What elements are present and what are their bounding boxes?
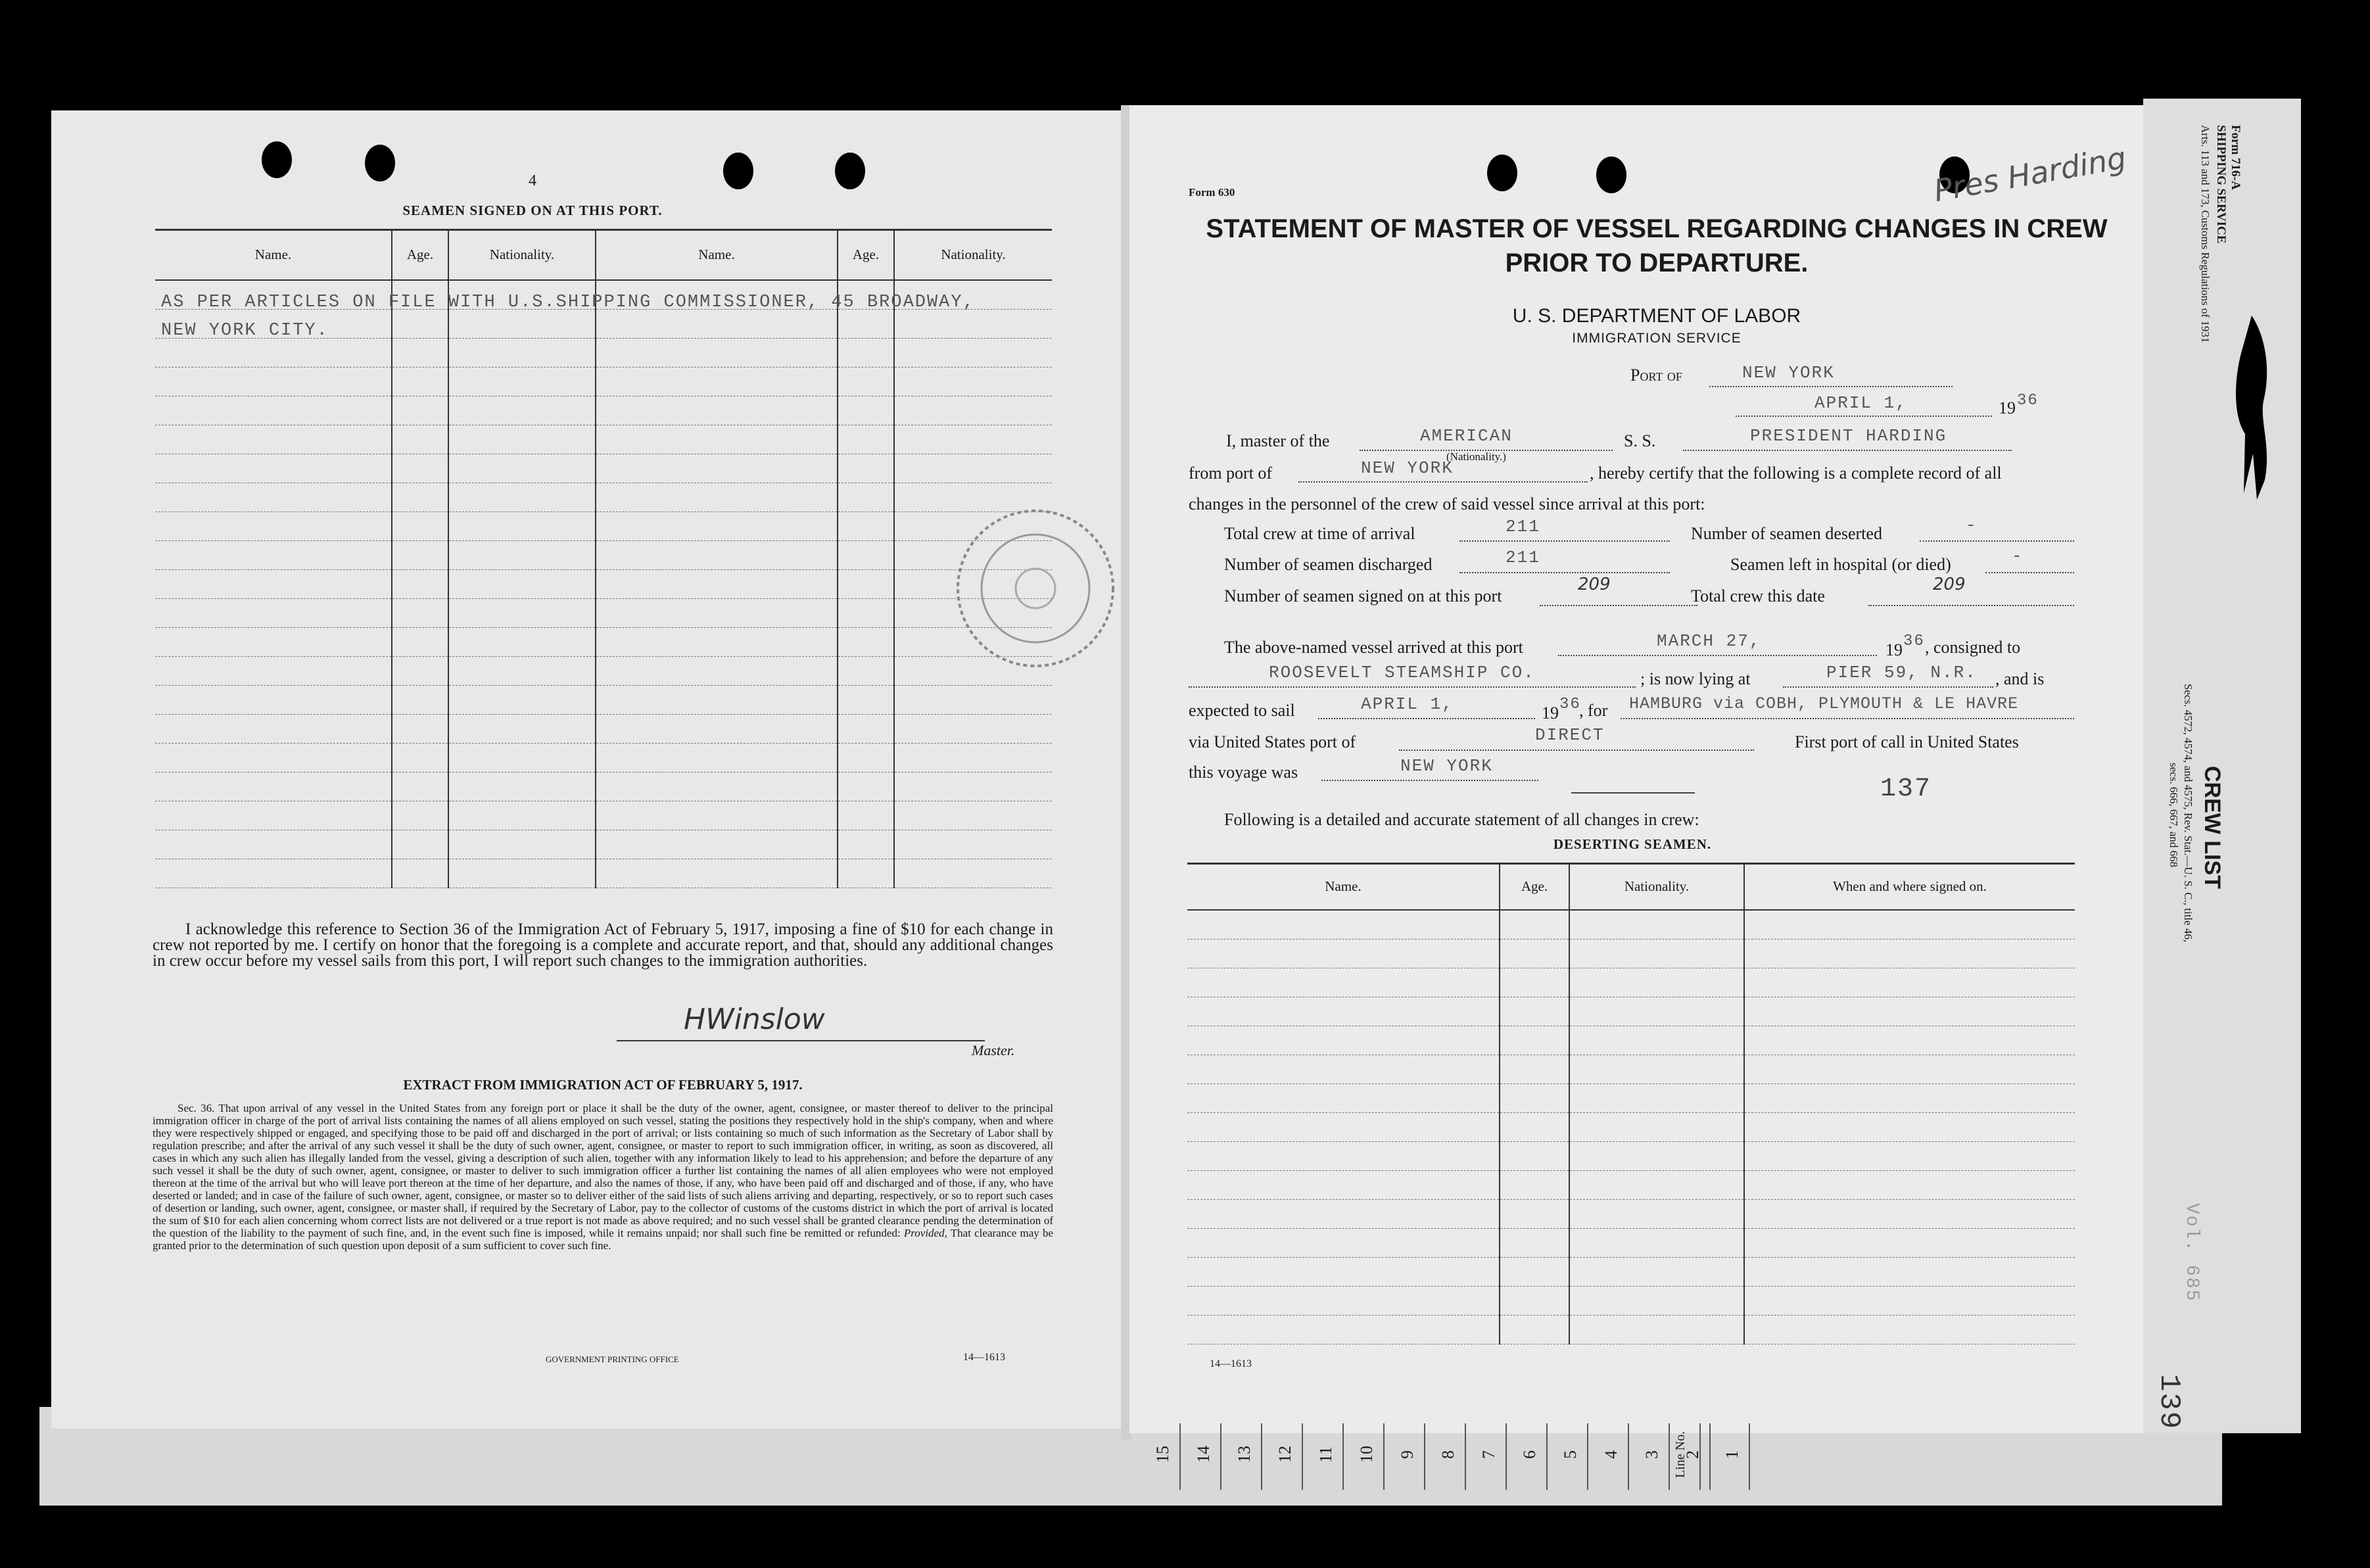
typed-entry-line2: NEW YORK CITY. (161, 321, 329, 341)
via-label: via United States port of (1189, 732, 1356, 751)
following-text: Following is a detailed and accurate statement of all changes in crew: (1224, 810, 1699, 829)
line-number: 7 (1479, 1423, 1507, 1490)
deserting-title: DESERTING SEAMEN. (1553, 836, 1712, 852)
deserted-line (1920, 519, 2074, 542)
table-row (155, 743, 1052, 772)
ink-blot (2225, 309, 2278, 506)
hospital-value: - (2012, 546, 2024, 566)
crew-list-title: CREW LIST (2200, 766, 2225, 889)
line-number: 4 (1601, 1423, 1629, 1490)
table-row (155, 367, 1052, 396)
acknowledgement-text: I acknowledge this reference to Section 36 of the Immigration Act of February 5, 1917, imposing a fine of $10 for each change in crew not reported by me. I certify on honor that the foregoing is a complete and accurate report, and that, should any additional changes in crew occur before my vessel sails from this port, I will report such changes to the immigration authorities. (153, 920, 1053, 970)
table-row (155, 338, 1052, 367)
discharged-label: Number of seamen discharged (1224, 555, 1433, 574)
table-row (1187, 1199, 2075, 1228)
column-header: Name. (596, 230, 838, 280)
port-of-value: NEW YORK (1742, 363, 1835, 383)
date-value: APRIL 1, (1814, 393, 1907, 413)
table-row (1187, 1286, 2075, 1315)
table-body (1187, 910, 2075, 1344)
table-row (155, 656, 1052, 685)
table-row (155, 830, 1052, 859)
deserting-seamen-table (1187, 863, 2075, 1344)
arrived-label: The above-named vessel arrived at this port (1224, 638, 1523, 657)
handwritten-ship-note: Pres Harding (1931, 139, 2129, 209)
line-no-label: Line No. (1673, 1423, 1701, 1490)
table-row (1187, 997, 2075, 1026)
total-crew-arrival-label: Total crew at time of arrival (1224, 524, 1415, 543)
signature-line (617, 1040, 985, 1041)
lying-label: ; is now lying at (1640, 669, 1751, 688)
line-number: 12 (1275, 1423, 1303, 1490)
ship-value: PRESIDENT HARDING (1750, 426, 1947, 446)
table-row (1187, 1141, 2075, 1170)
for-label: , for (1579, 701, 1608, 720)
side-form-line1: Form 716-A (2229, 125, 2242, 190)
table-row (1187, 910, 2075, 939)
signed-on-value: 209 (1578, 575, 1611, 594)
sail-value: APRIL 1, (1361, 694, 1454, 714)
stamp-number: 137 (1880, 774, 1932, 804)
line-number: 10 (1357, 1423, 1385, 1490)
deserted-value: - (1966, 515, 1978, 535)
table-row (1187, 1112, 2075, 1141)
table-row (155, 425, 1052, 454)
column-header: Name. (155, 230, 392, 280)
column-header: Age. (1500, 864, 1569, 910)
table-row (1187, 1083, 2075, 1112)
port-of-label: Port of (1630, 366, 1682, 385)
consigned-label: , consigned to (1925, 638, 2021, 657)
extract-text: Sec. 36. That upon arrival of any vessel in the United States from any foreign port or place it shall be the duty of the owner, agent, consignee, or master thereof to deliver to the principal immigration officer in charge of the port of arrival lists containing the names of all aliens employed on such vessel, stating the positions they respectively hold in the ship's company, when and where they were respectively shipped or engaged, and specifying those to be paid off and discharged in the port of arrival; or lists containing so much of such information as the Secretary of Labor shall by regulation prescribe; and after the arrival of any such vessel it shall be the duty of such owner, agent, consignee, or master to report to such immigration officer, in writing, as soon as discovered, all cases in which any such alien has illegally landed from the vessel, giving a description of such alien, together with any information likely to lead to his apprehension; and before the departure of any such vessel it shall be the duty of such owner, agent, consignee, or master to deliver to such immigration officer a further list containing the names of all alien employees who were not employed thereon at the time of the arrival but who will leave port thereon at the time of her departure, and also the names of those, if any, who have been paid off and discharged and of those, if any, who have deserted or landed; and in case of the failure of such owner, agent, consignee, or master so to deliver either of the said lists of such aliens arriving and departing, respectively, or so to report such cases of desertion or landing, such owner, agent, consignee, or master shall, if required by the Secretary of Labor, pay to the collector of customs of the customs district in which the port of arrival is located the sum of $10 for each alien concerning whom correct lists are not delivered or a true report is not made as above required; and no such vessel shall be granted clearance pending the determination of the question of the liability to the payment of such fine, and, in the event such fine is imposed, while it remains unpaid; nor shall such fine be remitted or refunded: Provided, That clearance may be granted prior to the determination of such question upon deposit of a sum sufficient to cover such fine. (153, 1102, 1054, 1252)
table-row (1187, 1315, 2075, 1344)
page-stamp-number: 139 (2152, 1374, 2185, 1431)
table-row (1187, 968, 2075, 997)
extract-title: EXTRACT FROM IMMIGRATION ACT OF FEBRUARY 5, 1917. (403, 1077, 803, 1093)
line-number: 13 (1235, 1423, 1262, 1490)
table-row (155, 454, 1052, 483)
voyage-value: NEW YORK (1400, 756, 1493, 776)
line-number: 11 (1316, 1423, 1344, 1490)
arrived-year-suffix: 36 (1903, 632, 1925, 650)
total-date-line (1868, 582, 2074, 606)
arrived-year-prefix: 19 (1885, 640, 1903, 659)
punch-hole (1487, 154, 1517, 191)
table-row (155, 511, 1052, 540)
column-header: Age. (392, 230, 448, 280)
from-port-value: NEW YORK (1361, 458, 1454, 478)
table-row (155, 483, 1052, 511)
ss-label: S. S. (1624, 431, 1656, 450)
form-code-right: 14—1613 (1210, 1358, 1252, 1369)
title-line: PRIOR TO DEPARTURE. (1505, 249, 1809, 277)
column-header: Age. (838, 230, 894, 280)
consignee-value: ROOSEVELT STEAMSHIP CO. (1269, 663, 1535, 682)
lying-value: PIER 59, N.R. (1826, 663, 1977, 682)
expected-label: expected to sail (1189, 701, 1295, 720)
volume-label: Vol. 685 (2181, 1203, 2202, 1302)
table-row (155, 627, 1052, 656)
hospital-label: Seamen left in hospital (or died) (1730, 555, 1951, 574)
and-is-label: , and is (1995, 669, 2045, 688)
changes-text: changes in the personnel of the crew of said vessel since arrival at this port: (1189, 494, 1705, 513)
nationality-caption: (Nationality.) (1446, 450, 1506, 463)
typed-entry-line1: AS PER ARTICLES ON FILE WITH U.S.SHIPPING COMMISSIONER, 45 BROADWAY, (161, 293, 975, 312)
signed-on-line (1540, 582, 1697, 606)
first-port-label: First port of call in United States (1795, 732, 2019, 751)
line-number: 2 (1683, 1423, 1711, 1490)
crew-list-sec1: Secs. 4572, 4574, and 4575, Rev. Stat.—U. S. C., title 46, (2182, 684, 2194, 943)
voyage-label: this voyage was (1189, 763, 1298, 782)
year-prefix: 19 (1999, 398, 2016, 417)
table-row (155, 772, 1052, 801)
form-label: Form 630 (1189, 186, 1235, 199)
printer-note: GOVERNMENT PRINTING OFFICE (546, 1354, 679, 1364)
line-number: 15 (1153, 1423, 1181, 1490)
year-suffix: 36 (2017, 392, 2039, 410)
column-header: Nationality. (1569, 864, 1744, 910)
table-row (1187, 1257, 2075, 1286)
deserted-label: Number of seamen deserted (1691, 524, 1882, 543)
column-header: Name. (1187, 864, 1500, 910)
table-row (1187, 1026, 2075, 1055)
destination-value: HAMBURG via COBH, PLYMOUTH & LE HAVRE (1629, 694, 2019, 713)
table-row (155, 714, 1052, 743)
column-header: Nationality. (894, 230, 1052, 280)
punch-hole (1596, 156, 1626, 193)
official-seal (940, 493, 1131, 684)
nationality-value: AMERICAN (1420, 426, 1513, 446)
via-value: DIRECT (1535, 725, 1605, 745)
discharged-value: 211 (1505, 548, 1540, 567)
total-date-value: 209 (1933, 575, 1966, 594)
form-title (1203, 212, 2110, 280)
master-of-label: I, master of the (1226, 431, 1330, 450)
table-row (155, 685, 1052, 714)
section-title: SEAMEN SIGNED ON AT THIS PORT. (402, 202, 663, 218)
table-row (1187, 1055, 2075, 1083)
sail-year-prefix: 19 (1542, 703, 1559, 723)
side-form-line2: SHIPPING SERVICE (2214, 125, 2228, 244)
sail-year-suffix: 36 (1559, 696, 1581, 713)
line-number: 3 (1642, 1423, 1670, 1490)
table-row (155, 540, 1052, 569)
form-code: 14—1613 (963, 1352, 1005, 1363)
side-form-line3: Arts. 113 and 173, Customs Regulations of 1931 (2199, 125, 2212, 343)
line-number: 9 (1398, 1423, 1425, 1490)
discharged-line (1459, 551, 1670, 573)
master-label: Master. (972, 1042, 1015, 1058)
line-number: 14 (1194, 1423, 1221, 1490)
table-body (155, 280, 1052, 888)
arrived-value: MARCH 27, (1657, 631, 1761, 651)
table-row (155, 396, 1052, 425)
from-port-label: from port of (1189, 463, 1273, 483)
crew-list-sec2: secs. 666, 667, and 668 (2168, 763, 2180, 868)
signed-on-label: Number of seamen signed on at this port (1224, 586, 1502, 606)
page-number: 4 (529, 172, 536, 189)
hospital-line (1985, 551, 2074, 573)
line-number: 5 (1561, 1423, 1588, 1490)
line-number: 8 (1438, 1423, 1466, 1490)
table-row (155, 859, 1052, 888)
column-header: Nationality. (448, 230, 596, 280)
table-row (1187, 1228, 2075, 1257)
table-row (1187, 939, 2075, 968)
line-number: 6 (1520, 1423, 1548, 1490)
column-header: When and where signed on. (1744, 864, 2075, 910)
table-row (155, 801, 1052, 830)
total-date-label: Total crew this date (1691, 586, 1825, 606)
table-row (155, 569, 1052, 598)
department: U. S. DEPARTMENT OF LABOR (1512, 305, 1801, 327)
blank-line (1571, 792, 1695, 794)
table-row (1187, 1170, 2075, 1199)
certify-text: , hereby certify that the following is a complete record of all (1590, 463, 2002, 483)
line-number: 1 (1722, 1423, 1750, 1490)
total-crew-arrival-line (1459, 519, 1670, 542)
master-signature: HWinslow (684, 1003, 825, 1036)
table-row (155, 598, 1052, 627)
title-line: STATEMENT OF MASTER OF VESSEL REGARDING CHANGES IN CREW (1206, 214, 2108, 243)
total-crew-arrival-value: 211 (1505, 517, 1540, 536)
service: IMMIGRATION SERVICE (1572, 331, 1742, 346)
